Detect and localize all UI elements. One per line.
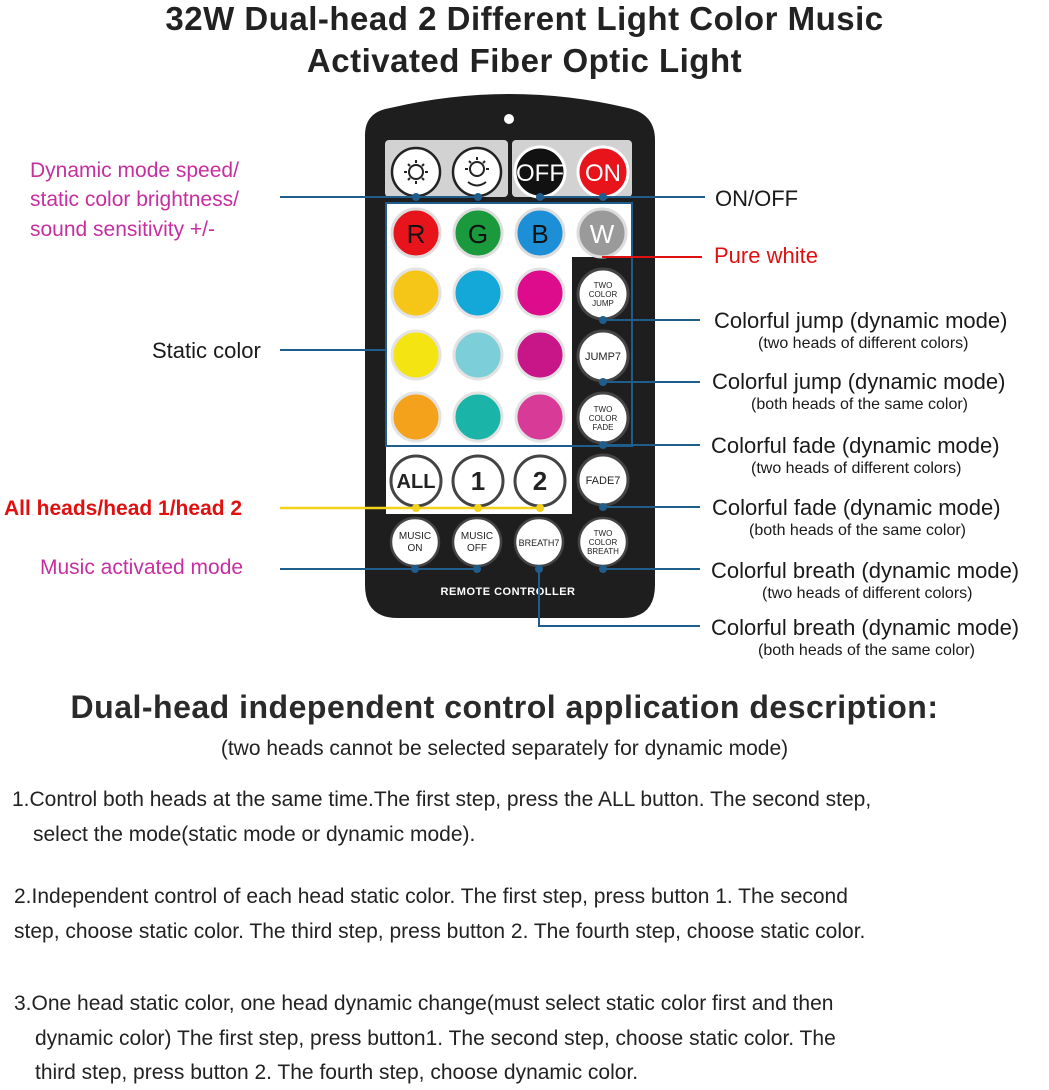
all-button[interactable] (391, 456, 441, 506)
section-heading: Dual-head independent control application description: (70, 689, 939, 725)
head-1-button[interactable] (453, 456, 503, 506)
white-button[interactable] (578, 209, 626, 257)
brightness-up-button[interactable] (453, 148, 501, 196)
ir-led (504, 114, 514, 124)
label-dynamic-speed-2: static color brightness/ (30, 188, 239, 211)
paragraph-3-line-3: third step, press button 2. The fourth step, choose dynamic color. (35, 1061, 639, 1084)
two-color-jump-label-1: TWO (593, 281, 613, 290)
color-button-yellow-2[interactable] (392, 331, 440, 379)
label-static-color: Static color (152, 338, 261, 363)
breath7-label: BREATH7 (518, 538, 560, 548)
label-jump-diff: Colorful jump (dynamic mode) (714, 308, 1008, 333)
breath7-button[interactable] (515, 518, 563, 566)
fade7-label: FADE7 (585, 475, 621, 487)
label-breath-diff: Colorful breath (dynamic mode) (711, 558, 1020, 583)
paragraph-1-line-1: 1.Control both heads at the same time.The first step, press the ALL button. The second step, (12, 788, 872, 811)
label-fade-diff-sub: (two heads of different colors) (751, 460, 962, 477)
label-fade-same: Colorful fade (dynamic mode) (712, 495, 1001, 520)
on-button[interactable] (578, 147, 628, 197)
color-button-pink[interactable] (516, 393, 564, 441)
jump7-button[interactable] (578, 331, 628, 381)
green-button-label: G (467, 219, 489, 249)
color-button-teal[interactable] (454, 393, 502, 441)
two-color-breath-label-3: BREATH (587, 547, 619, 556)
label-breath-diff-sub: (two heads of different colors) (762, 585, 973, 602)
all-button-label: ALL (396, 471, 436, 493)
two-color-breath-label-1: TWO (593, 529, 613, 538)
section-note: (two heads cannot be selected separately for dynamic mode) (220, 737, 789, 760)
music-on-label-2: ON (407, 543, 423, 554)
remote-footer-label: REMOTE CONTROLLER (440, 586, 576, 598)
label-jump-diff-sub: (two heads of different colors) (758, 335, 969, 352)
music-on-button[interactable] (391, 518, 439, 566)
label-fade-diff: Colorful fade (dynamic mode) (711, 433, 1000, 458)
red-button[interactable] (392, 209, 440, 257)
head-1-label: 1 (470, 466, 486, 496)
two-color-fade-button[interactable] (578, 393, 628, 443)
paragraph-1-line-2: select the mode(static mode or dynamic mode). (33, 823, 476, 846)
two-color-fade-label-2: COLOR (588, 414, 618, 423)
color-button-orange[interactable] (392, 393, 440, 441)
music-on-label-1: MUSIC (398, 531, 432, 542)
two-color-fade-label-1: TWO (593, 405, 613, 414)
label-breath-same: Colorful breath (dynamic mode) (711, 615, 1020, 640)
two-color-breath-label-2: COLOR (588, 538, 618, 547)
brightness-down-button[interactable] (392, 148, 440, 196)
color-button-yellow-1[interactable] (392, 269, 440, 317)
label-fade-same-sub: (both heads of the same color) (749, 522, 967, 539)
music-off-button[interactable] (453, 518, 501, 566)
label-pure-white: Pure white (714, 243, 818, 268)
off-button[interactable] (515, 147, 565, 197)
label-all-heads: All heads/head 1/head 2 (4, 497, 243, 520)
blue-button-label: B (531, 219, 549, 249)
two-color-jump-label-2: COLOR (588, 290, 618, 299)
head-2-label: 2 (532, 466, 548, 496)
off-button-label: OFF (516, 160, 564, 187)
label-dynamic-speed-1: Dynamic mode speed/ (30, 159, 239, 182)
paragraph-3-line-2: dynamic color) The first step, press button1. The second step, choose static color. The (35, 1027, 836, 1050)
two-color-jump-button[interactable] (578, 269, 628, 319)
paragraph-2-line-2: step, choose static color. The third step, press button 2. The fourth step, choose static color. (14, 920, 866, 943)
label-jump-same: Colorful jump (dynamic mode) (712, 369, 1006, 394)
head-2-button[interactable] (515, 456, 565, 506)
on-button-label: ON (585, 160, 621, 187)
color-button-magenta-1[interactable] (516, 269, 564, 317)
two-color-breath-button[interactable] (579, 518, 627, 566)
blue-button[interactable] (516, 209, 564, 257)
title-line-1: 32W Dual-head 2 Different Light Color Music (165, 0, 884, 37)
paragraph-2-line-1: 2.Independent control of each head static color. The first step, press button 1. The second (14, 885, 848, 908)
label-music-mode: Music activated mode (40, 556, 244, 579)
color-button-magenta-2[interactable] (516, 331, 564, 379)
white-button-label: W (589, 219, 615, 249)
label-breath-same-sub: (both heads of the same color) (758, 642, 976, 659)
two-color-fade-label-3: FADE (592, 423, 614, 432)
color-button-cyan-1[interactable] (454, 269, 502, 317)
label-dynamic-speed-3: sound sensitivity +/- (30, 218, 216, 241)
green-button[interactable] (454, 209, 502, 257)
music-off-label-1: MUSIC (460, 531, 494, 542)
paragraph-3-line-1: 3.One head static color, one head dynamic change(must select static color first and then (14, 992, 834, 1015)
two-color-jump-label-3: JUMP (592, 299, 614, 308)
red-button-label: R (406, 219, 426, 249)
jump7-label: JUMP7 (584, 351, 622, 363)
color-button-cyan-2[interactable] (454, 331, 502, 379)
label-jump-same-sub: (both heads of the same color) (751, 396, 969, 413)
fade7-button[interactable] (578, 455, 628, 505)
label-on-off: ON/OFF (715, 186, 799, 211)
title-line-2: Activated Fiber Optic Light (306, 42, 743, 79)
music-off-label-2: OFF (467, 543, 487, 554)
